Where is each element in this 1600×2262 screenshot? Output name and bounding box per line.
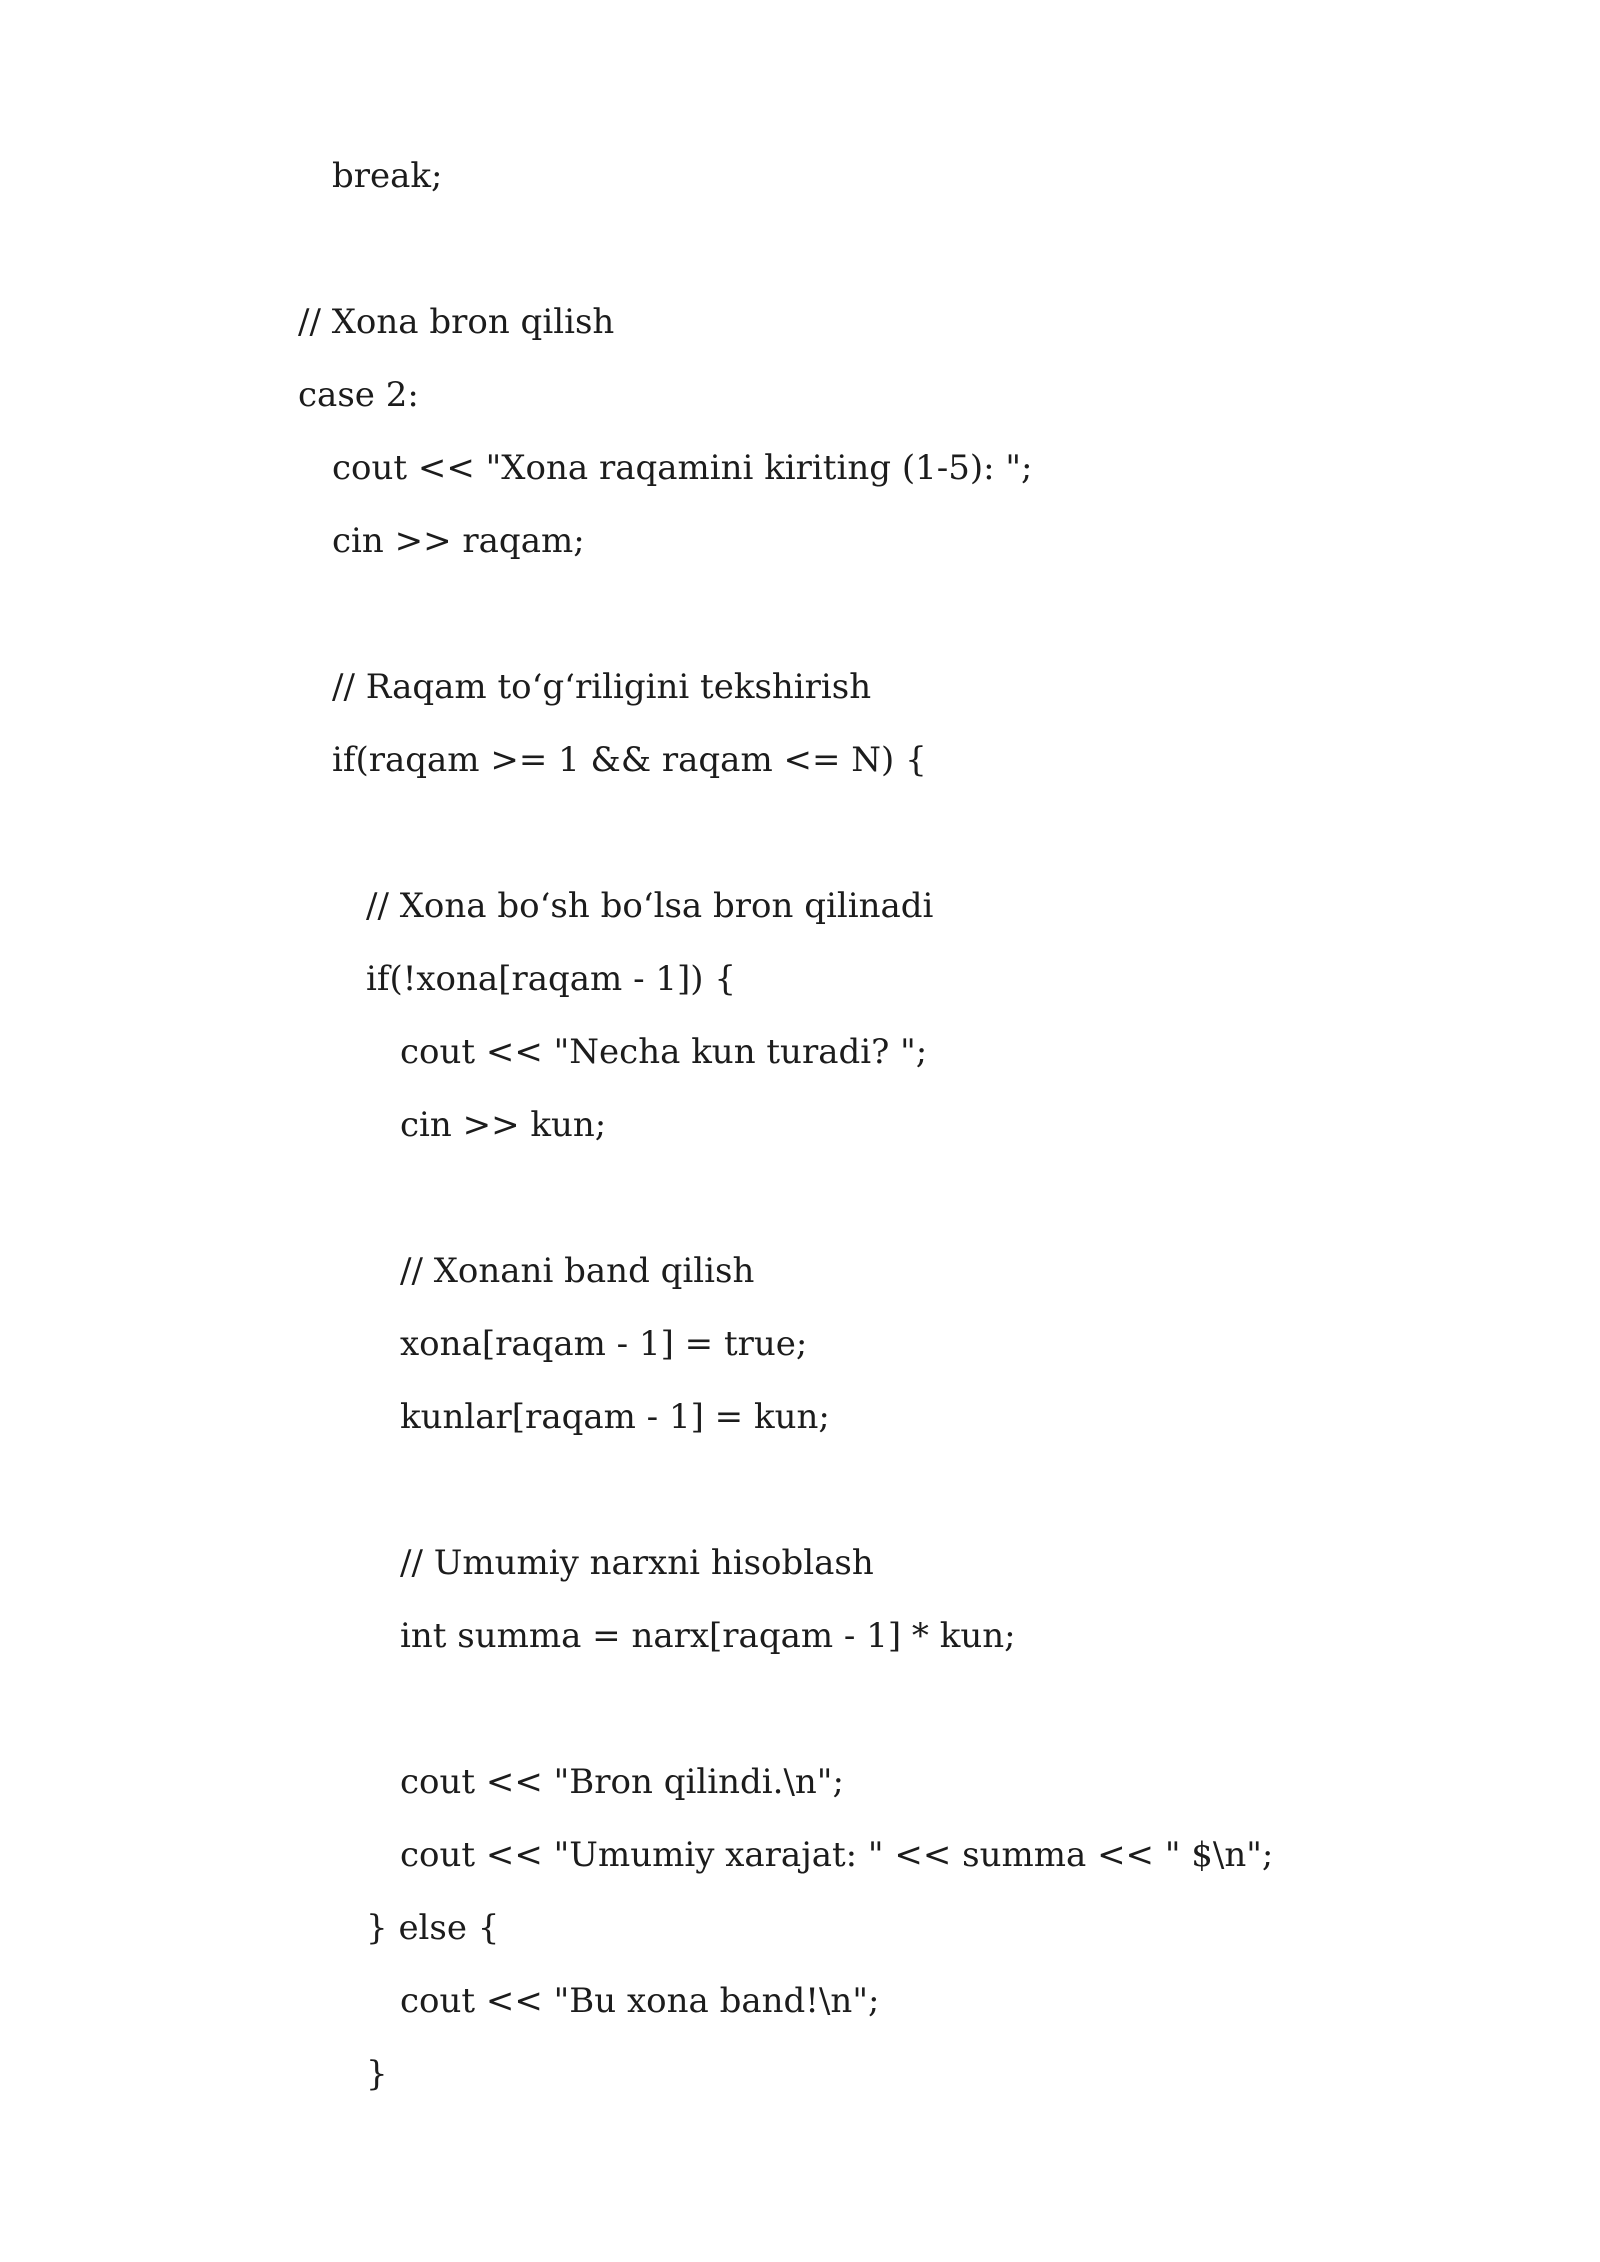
code-line: cout << "Bu xona band!\n"; [400, 1981, 880, 2021]
code-line [298, 1673, 1498, 1746]
code-line [298, 1454, 1498, 1527]
code-line: if(raqam >= 1 && raqam <= N) { [332, 740, 927, 780]
code-line: xona[raqam - 1] = true; [400, 1324, 808, 1364]
code-line [298, 797, 1498, 870]
code-line [298, 1162, 1498, 1235]
code-line: break; [332, 156, 443, 196]
code-line: cin >> raqam; [332, 521, 585, 561]
code-comment: // Xona bron qilish [298, 302, 615, 342]
code-line: cin >> kun; [400, 1105, 607, 1145]
code-line: cout << "Xona raqamini kiriting (1-5): "; [332, 448, 1033, 488]
code-line [298, 578, 1498, 651]
code-line: cout << "Bron qilindi.\n"; [400, 1762, 844, 1802]
code-comment: // Raqam to‘g‘riligini tekshirish [332, 667, 872, 707]
code-line: if(!xona[raqam - 1]) { [366, 959, 736, 999]
code-comment: // Xonani band qilish [400, 1251, 755, 1291]
code-line: cout << "Umumiy xarajat: " << summa << " $\n"; [400, 1835, 1274, 1875]
code-listing [298, 140, 1498, 2111]
code-line [298, 213, 1498, 286]
code-line: cout << "Necha kun turadi? "; [400, 1032, 928, 1072]
code-line: } [366, 2054, 388, 2094]
code-line: case 2: [298, 375, 419, 415]
code-line: int summa = narx[raqam - 1] * kun; [400, 1616, 1016, 1656]
code-line: } else { [366, 1908, 500, 1948]
code-line: kunlar[raqam - 1] = kun; [400, 1397, 830, 1437]
code-comment: // Xona bo‘sh bo‘lsa bron qilinadi [366, 886, 934, 926]
code-comment: // Umumiy narxni hisoblash [400, 1543, 874, 1583]
